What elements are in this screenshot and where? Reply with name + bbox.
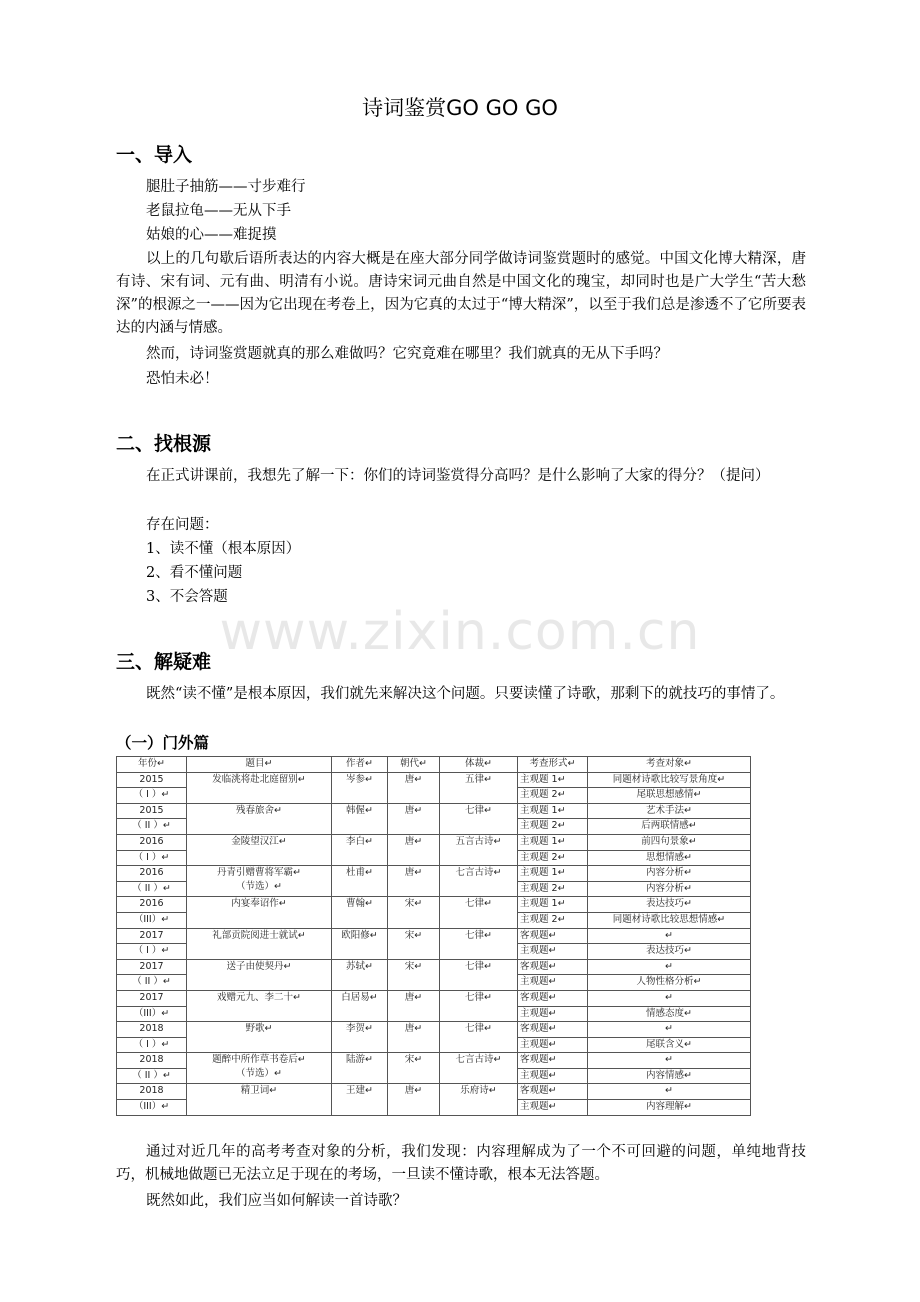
form-cell: 主观题 2↵ [518, 819, 588, 835]
problem-item-2: 2、看不懂问题 [146, 565, 243, 581]
table-row [117, 959, 751, 975]
title-sub: （节选）↵ [236, 881, 282, 893]
dynasty-cell: 唐↵ [388, 834, 440, 865]
author-cell: 白居易↵ [332, 990, 388, 1021]
form-cell: 主观题↵ [518, 944, 588, 960]
dynasty-cell: 唐↵ [388, 1022, 440, 1053]
title-cell: 内宴奉诏作↵ [187, 897, 332, 928]
table-row [117, 1022, 751, 1038]
form-cell: 主观题 2↵ [518, 912, 588, 928]
target-cell: 内容情感↵ [588, 1068, 751, 1084]
genre-cell: 五律↵ [440, 772, 518, 803]
year-cell: 2018 [117, 1084, 187, 1100]
title-cell: 送子由使契丹↵ [187, 959, 332, 990]
form-cell: 主观题 1↵ [518, 897, 588, 913]
problem-item-3: 3、不会答题 [146, 589, 228, 605]
target-cell: 表达技巧↵ [588, 897, 751, 913]
volume-cell: （ II ）↵ [117, 975, 187, 991]
form-cell: 客观题↵ [518, 928, 588, 944]
form-cell: 主观题 2↵ [518, 881, 588, 897]
year-cell: 2018 [117, 1053, 187, 1069]
table-header-row [117, 757, 751, 773]
target-cell: ↵ [588, 1084, 751, 1100]
title-cell: 金陵望汉江↵ [187, 834, 332, 865]
target-cell: 表达技巧↵ [588, 944, 751, 960]
target-cell: ↵ [588, 1022, 751, 1038]
dynasty-cell: 唐↵ [388, 772, 440, 803]
author-cell: 曹翰↵ [332, 897, 388, 928]
intro-paragraph: 以上的几句歇后语所表达的内容大概是在座大部分同学做诗词鉴赏题时的感觉。中国文化博大精深，唐有诗、宋有词、元有曲、明清有小说。唐诗宋词元曲自然是中国文化的瑰宝，却同时也是广大学生“苦大愁深”的根源之一——因为它出现在考卷上，因为它真的太过于“博大精深”，以至于我们总是渗透不了它所要表达的内涵与情感。 [116, 251, 806, 336]
exam-analysis-table [116, 756, 751, 1116]
year-cell: 2018 [117, 1022, 187, 1038]
author-cell: 王建↵ [332, 1084, 388, 1115]
title-cell: 礼部贡院阅进士就试↵ [187, 928, 332, 959]
title-cell [187, 866, 332, 897]
target-cell: ↵ [588, 990, 751, 1006]
volume-cell: （ I ）↵ [117, 850, 187, 866]
form-cell: 主观题↵ [518, 975, 588, 991]
genre-cell: 七言古诗↵ [440, 1053, 518, 1084]
section-heading-solve: 三、解疑难 [116, 651, 212, 673]
author-cell: 李贺↵ [332, 1022, 388, 1053]
proverb-line-1: 腿肚子抽筋——寸步难行 [146, 179, 306, 195]
dynasty-cell: 宋↵ [388, 897, 440, 928]
target-cell: 内容分析↵ [588, 866, 751, 882]
form-cell: 主观题 1↵ [518, 834, 588, 850]
volume-cell: （ I ）↵ [117, 1037, 187, 1053]
year-cell: 2015 [117, 803, 187, 819]
genre-cell: 七律↵ [440, 959, 518, 990]
title-sub: （节选）↵ [236, 1068, 282, 1080]
form-cell: 主观题 1↵ [518, 803, 588, 819]
dynasty-cell: 唐↵ [388, 990, 440, 1021]
title-cell: 精卫词↵ [187, 1084, 332, 1115]
proverb-line-2: 老鼠拉龟——无从下手 [146, 203, 291, 219]
author-cell: 苏轼↵ [332, 959, 388, 990]
volume-cell: （ II ）↵ [117, 1068, 187, 1084]
genre-cell: 乐府诗↵ [440, 1084, 518, 1115]
genre-cell: 七律↵ [440, 803, 518, 834]
target-cell: 前四句景象↵ [588, 834, 751, 850]
dynasty-cell: 唐↵ [388, 1084, 440, 1115]
form-cell: 客观题↵ [518, 1022, 588, 1038]
genre-cell: 七律↵ [440, 1022, 518, 1053]
form-cell: 客观题↵ [518, 1084, 588, 1100]
year-cell: 2017 [117, 959, 187, 975]
header-author: 作者↵ [332, 757, 388, 773]
target-cell: 内容理解↵ [588, 1100, 751, 1116]
author-cell: 李白↵ [332, 834, 388, 865]
title-cell: 残春旅舍↵ [187, 803, 332, 834]
target-cell: 同题材诗歌比较写景角度↵ [588, 772, 751, 788]
document-title: 诗词鉴赏GO GO GO [362, 96, 558, 120]
table-row [117, 990, 751, 1006]
subsection-heading: （一）门外篇 [116, 734, 210, 752]
form-cell: 客观题↵ [518, 990, 588, 1006]
author-cell: 陆游↵ [332, 1053, 388, 1084]
header-dynasty: 朝代↵ [388, 757, 440, 773]
volume-cell: （III）↵ [117, 912, 187, 928]
proverb-line-3: 姑娘的心——难捉摸 [146, 227, 277, 243]
volume-cell: （III）↵ [117, 1100, 187, 1116]
genre-cell: 七律↵ [440, 990, 518, 1021]
title-cell [187, 1053, 332, 1084]
root-paragraph: 在正式讲课前，我想先了解一下：你们的诗词鉴赏得分高吗？是什么影响了大家的得分？（提问） [146, 468, 770, 484]
header-genre: 体裁↵ [440, 757, 518, 773]
form-cell: 客观题↵ [518, 1053, 588, 1069]
form-cell: 主观题 2↵ [518, 850, 588, 866]
title-cell: 野歌↵ [187, 1022, 332, 1053]
target-cell: ↵ [588, 1053, 751, 1069]
closing-question: 既然如此，我们应当如何解读一首诗歌？ [146, 1193, 407, 1209]
dynasty-cell: 宋↵ [388, 959, 440, 990]
problems-label: 存在问题： [146, 517, 219, 533]
intro-question: 然而，诗词鉴赏题就真的那么难做吗？它究竟难在哪里？我们就真的无从下手吗？ [146, 346, 668, 362]
genre-cell: 五言古诗↵ [440, 834, 518, 865]
author-cell: 杜甫↵ [332, 866, 388, 897]
volume-cell: （ II ）↵ [117, 819, 187, 835]
year-cell: 2016 [117, 866, 187, 882]
form-cell: 主观题 1↵ [518, 772, 588, 788]
year-cell: 2015 [117, 772, 187, 788]
genre-cell: 七律↵ [440, 928, 518, 959]
target-cell: 后两联情感↵ [588, 819, 751, 835]
year-cell: 2017 [117, 990, 187, 1006]
table-row [117, 803, 751, 819]
volume-cell: （ I ）↵ [117, 788, 187, 804]
table-row [117, 772, 751, 788]
genre-cell: 七律↵ [440, 897, 518, 928]
volume-cell: （III）↵ [117, 1006, 187, 1022]
intro-answer: 恐怕未必！ [146, 371, 219, 387]
form-cell: 主观题↵ [518, 1068, 588, 1084]
header-target: 考查对象↵ [588, 757, 751, 773]
form-cell: 客观题↵ [518, 959, 588, 975]
form-cell: 主观题 1↵ [518, 866, 588, 882]
form-cell: 主观题↵ [518, 1100, 588, 1116]
form-cell: 主观题 2↵ [518, 788, 588, 804]
problem-item-1: 1、读不懂（根本原因） [146, 541, 301, 557]
title-main: 题醉中所作草书卷后↵ [212, 1054, 306, 1066]
target-cell: ↵ [588, 959, 751, 975]
watermark: www.zixin.com.cn [219, 602, 701, 662]
title-cell: 发临洮将赴北庭留别↵ [187, 772, 332, 803]
section-heading-intro: 一、导入 [116, 144, 193, 166]
header-year: 年份↵ [117, 757, 187, 773]
title-main: 丹青引赠曹将军霸↵ [217, 867, 301, 879]
table-row [117, 834, 751, 850]
year-cell: 2016 [117, 897, 187, 913]
year-cell: 2016 [117, 834, 187, 850]
analysis-paragraph: 通过对近几年的高考考查对象的分析，我们发现：内容理解成为了一个不可回避的问题，单纯地背技巧，机械地做题已无法立足于现在的考场，一旦读不懂诗歌，根本无法答题。 [116, 1144, 806, 1183]
volume-cell: （ II ）↵ [117, 881, 187, 897]
table-row [117, 928, 751, 944]
dynasty-cell: 唐↵ [388, 866, 440, 897]
target-cell: 内容分析↵ [588, 881, 751, 897]
genre-cell: 七言古诗↵ [440, 866, 518, 897]
target-cell: 尾联思想感情↵ [588, 788, 751, 804]
target-cell: 尾联含义↵ [588, 1037, 751, 1053]
header-form: 考查形式↵ [518, 757, 588, 773]
solve-paragraph: 既然“读不懂”是根本原因，我们就先来解决这个问题。只要读懂了诗歌，那剩下的就技巧的事情了。 [146, 686, 785, 702]
dynasty-cell: 宋↵ [388, 1053, 440, 1084]
target-cell: 思想情感↵ [588, 850, 751, 866]
table-row [117, 866, 751, 882]
target-cell: ↵ [588, 928, 751, 944]
table-row [117, 1053, 751, 1069]
table-row [117, 1084, 751, 1100]
author-cell: 韩偓↵ [332, 803, 388, 834]
dynasty-cell: 唐↵ [388, 803, 440, 834]
form-cell: 主观题↵ [518, 1006, 588, 1022]
target-cell: 人物性格分析↵ [588, 975, 751, 991]
volume-cell: （ I ）↵ [117, 944, 187, 960]
target-cell: 艺术手法↵ [588, 803, 751, 819]
title-cell: 戏赠元九、李二十↵ [187, 990, 332, 1021]
year-cell: 2017 [117, 928, 187, 944]
form-cell: 主观题↵ [518, 1037, 588, 1053]
author-cell: 岑参↵ [332, 772, 388, 803]
table-row [117, 897, 751, 913]
target-cell: 情感态度↵ [588, 1006, 751, 1022]
dynasty-cell: 宋↵ [388, 928, 440, 959]
section-heading-root: 二、找根源 [116, 433, 212, 455]
author-cell: 欧阳修↵ [332, 928, 388, 959]
target-cell: 同题材诗歌比较思想情感↵ [588, 912, 751, 928]
header-title: 题目↵ [187, 757, 332, 773]
